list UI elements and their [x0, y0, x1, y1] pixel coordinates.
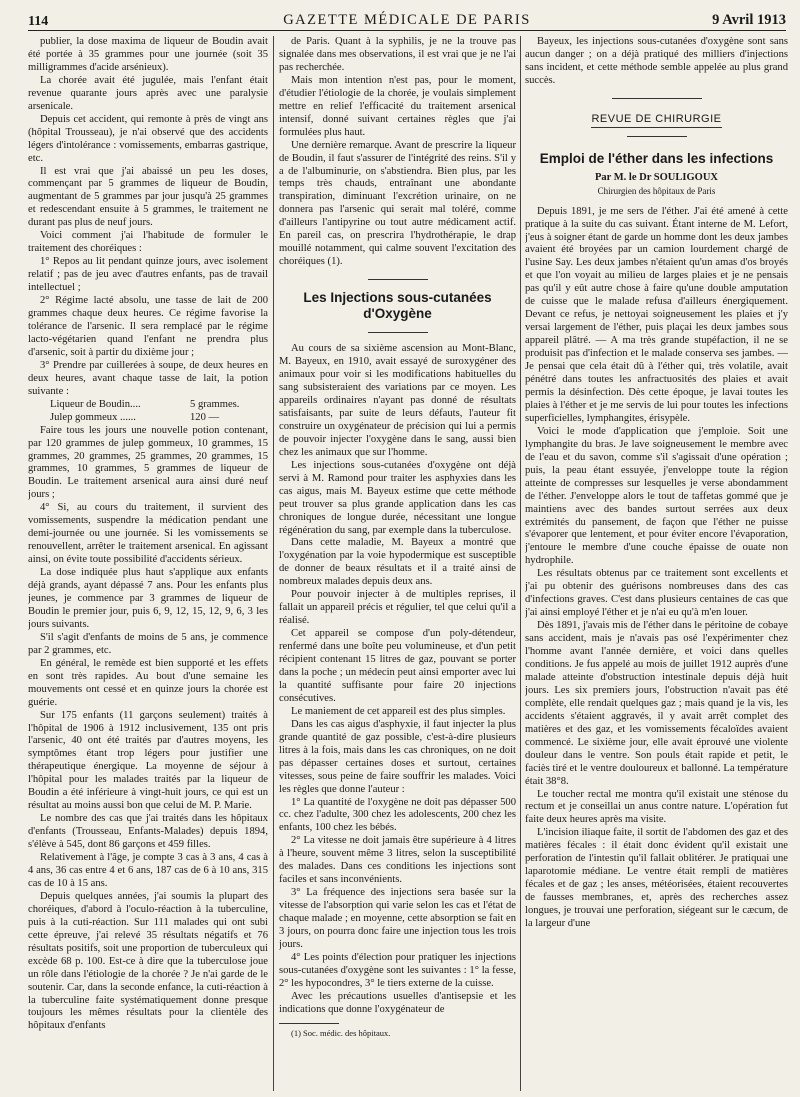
- paragraph: Le toucher rectal me montra qu'il existait une sténose du rectum et je conseillai un anus contre nature. L'opération fut faite deux heures après ma visite.: [525, 788, 788, 826]
- paragraph: Depuis quelques années, j'ai soumis la plupart des choréiques, d'abord à l'oculo-réaction à la tuberculine, puis à la cuti-réaction. Sur 111 malades qui ont subi cette épreuve, j'ai relevé 35 résultats négatifs et 76 résultats positifs, soit une proportion de tuberculeux qui excède 68 p. 100. Est-ce à dire que la tuberculose joue un rôle dans l'étiologie de la chorée ? Je n'ai garde de le soutenir. Car, dans la seconde enfance, la cuti-réaction à la tuberculine faite systématiquement donne presque toujours les mêmes résultats pour la clientèle des hôpitaux d'enfants: [28, 890, 268, 1032]
- issue-date: 9 Avril 1913: [712, 12, 786, 28]
- paragraph: Dans cette maladie, M. Bayeux a montré que l'oxygénation par la voie hypodermique est susceptible de donner de beaux résultats et il a traité ainsi de nombreux malades depuis deux ans.: [279, 537, 516, 588]
- paragraph: 4° Si, au cours du traitement, il survient des vomissements, suspendre la médication pendant une demi-journée ou une journée. Si les vomissements se renouvellent, arrêter le traitement arsenical. En agissant ainsi, on évite toute possibilité d'accidents sérieux.: [28, 502, 268, 566]
- column-2: [279, 36, 516, 1091]
- paragraph: Le maniement de cet appareil est des plus simples.: [291, 705, 506, 717]
- paragraph: Avec les précautions usuelles d'antisepsie et les indications que donne l'oxygénateur de: [279, 990, 516, 1015]
- section-title: REVUE DE CHIRURGIE: [591, 113, 721, 128]
- chorea-article-continuation: [28, 36, 268, 399]
- chorea-article-results: [28, 425, 268, 1034]
- paragraph: S'il s'agit d'enfants de moins de 5 ans, je commence par 2 grammes, etc.: [28, 631, 268, 656]
- article-separator: [368, 279, 428, 280]
- column-divider: [273, 36, 274, 1091]
- paragraph: Mais mon intention n'est pas, pour le moment, d'étudier l'étiologie de la chorée, je voulais simplement mettre en relief l'efficacité du traitement arsenical intensif, donné suivant certaines règles que j'ai formulées plus haut.: [279, 74, 516, 138]
- paragraph: 3° Prendre par cuillerées à soupe, de deux heures en deux heures, avant chaque tasse de lait, la potion suivante :: [28, 359, 268, 397]
- paragraph: Sur 175 enfants (11 garçons seulement) traités à l'hôpital de 1906 à 1912 inclusivement, 135 ont pris l'arsenic, 40 ont été traités par d'autres moyens, les symptômes étant trop légers pour justifier une thérapeutique énergique. La moyenne de séjour à l'hôpital pour les malades traités par la liqueur de Boudin a été inférieure à vingt-huit jours, ce qui est un résultat au moins aussi bon que celui de M. P. Marie.: [28, 709, 268, 812]
- paragraph: Les injections sous-cutanées d'oxygène ont déjà servi à M. Ramond pour traiter les asphyxies dans les cas aigus, mais M. Bayeux estime que cette méthode peut trouver sa plus grande application dans les cas chroniques de longue durée, nécessitant une longue régénération du sang, par exemple dans la tuberculose.: [279, 459, 516, 536]
- paragraph: 1° La quantité de l'oxygène ne doit pas dépasser 500 cc. chez l'adulte, 300 chez les adolescents, 200 chez les enfants, 100 chez les bébés.: [279, 796, 516, 834]
- column-divider: [520, 36, 521, 1091]
- formula-ingredient: Julep gommeux ......: [50, 411, 136, 423]
- paragraph: Cet appareil se compose d'un poly-détendeur, renfermé dans une boîte peu volumineuse, et d'un petit récipient contenant 15 litres de gaz, pouvant se porter dans la poche ; un médecin peut ainsi emporter avec lui la quantité suffisante pour faire 20 injections consécutives.: [279, 628, 516, 704]
- paragraph: Au cours de sa sixième ascension au Mont-Blanc, M. Bayeux, en 1910, avait essayé de suroxygéner des animaux pour voir si les modifications habituelles du sang subsisteraient des variations par ce moyen. Les appareils ordinaires n'ayant pas donné de résultats satisfaisants, par suite de leurs défauts, l'auteur fit construire un oxygénateur de précision qui lui a permis de pouvoir injecter l'oxygène dans le sang, aussi bien chez les animaux que sur l'homme.: [279, 343, 516, 458]
- paragraph: de Paris. Quant à la syphilis, je ne la trouve pas signalée dans mes observations, il est vrai que je ne l'ai pas recherchée.: [279, 36, 516, 73]
- paragraph: Les résultats obtenus par ce traitement sont excellents et j'ai pu obtenir des guérisons nombreuses dans des cas d'infections graves. C'est dans plusieurs centaines de cas que j'ai ainsi employé l'éther et je n'ai eu qu'à m'en louer.: [525, 568, 788, 619]
- article-separator: [612, 98, 702, 99]
- title-separator: [368, 332, 428, 333]
- oxygen-article-body: [279, 343, 516, 1017]
- paragraph: Pour pouvoir injecter à de multiples reprises, il fallait un appareil précis et régulier, tel que celui qu'il a réalisé.: [279, 589, 516, 627]
- paragraph: Dans les cas aigus d'asphyxie, il faut injecter la plus grande quantité de gaz possible, c'est-à-dire plusieurs litres à la fois, mais dans les cas chroniques, on ne doit pas dépasser certaines doses et surtout, certaines vitesses, sous peine de faire souffrir les malades. Voici les règles que donne l'auteur :: [279, 718, 516, 795]
- chorea-article-end: [279, 36, 516, 269]
- paragraph: En général, le remède est bien supporté et les effets en sont très rapides. Au bout d'une semaine les mouvements ont cessé et en quinze jours la chorée est guérie.: [28, 657, 268, 708]
- paragraph: Voici comment j'ai l'habitude de formuler le traitement des choréiques :: [28, 230, 268, 255]
- paragraph: L'incision iliaque faite, il sortit de l'abdomen des gaz et des matières fécales : il était donc évident qu'il existait une perforation de l'intestin qu'il fallait oblitérer. Je pratiquai une laparotomie médiane. Le ventre était rempli de matières fécales et de gaz ; les anses, météorisées, étaient recouvertes de fausses membranes, et, après des recherches assez longues, je trouvai une perforation, siégeant sur le cæcum, de la largeur d'une: [525, 827, 788, 930]
- page-header: [28, 6, 786, 31]
- oxygen-article-end: [525, 36, 788, 88]
- author-line: Par M. le Dr SOULIGOUX: [595, 171, 718, 183]
- footnote: (1) Soc. médic. des hôpitaux.: [291, 1027, 391, 1038]
- formula-line: [28, 399, 268, 412]
- paragraph: Depuis cet accident, qui remonte à près de vingt ans (hôpital Trousseau), je n'ai observé que des accidents légers d'intolérance : vomissements, embarras gastrique, etc.: [28, 113, 268, 164]
- formula-ingredient: Liqueur de Boudin....: [50, 398, 141, 410]
- paragraph: 3° La fréquence des injections sera basée sur la vitesse de l'absorption qui varie selon les cas et l'état de chaque malade ; en moyenne, cette absorption se fait en 3 jours, on pourra donc faire une injection tous les trois jours.: [279, 887, 516, 950]
- formula-amount: 5 grammes.: [190, 398, 240, 410]
- paragraph: 2° La vitesse ne doit jamais être supérieure à 4 litres à l'heure, souvent même 3 litres, selon la susceptibilité des malades. Dans ces conditions les injections sont faciles et sans inconvénients.: [279, 835, 516, 886]
- paragraph: 1° Repos au lit pendant quinze jours, avec isolement relatif ; pas de jeu avec d'autres enfants, pas de travail intellectuel ;: [28, 256, 268, 294]
- paragraph: La chorée avait été jugulée, mais l'enfant était revenue quarante jours après avec une paralysie arsenicale.: [28, 74, 268, 112]
- journal-title: GAZETTE MÉDICALE DE PARIS: [283, 12, 531, 28]
- footnote-separator: [279, 1023, 339, 1024]
- paragraph: Dès 1891, j'avais mis de l'éther dans le péritoine de cobaye sans accident, mais je n'avais pas osé l'expérimenter chez l'homme avant l'année dernière, et voici dans quelles conditions. Je fus appelé au mois de juillet 1912 auprès d'une malade atteinte d'obstruction intestinale depuis déjà huit jours. Les six premiers jours, l'obstruction n'avait pas été complète, elle rendait quelques gaz ; mais quand je la vis, les accidents s'étaient aggravés, il y avait arrêt complet des matières et des gaz, et les vomissements fécaloïdes avaient commencé. Le sixième jour, elle avait éprouvé une violente douleur dans le ventre. Son pouls était rapide et petit, le faciès tiré et le ventre douloureux et ballonné. La température était 38°8.: [525, 620, 788, 787]
- paragraph: 4° Les points d'élection pour pratiquer les injections sous-cutanées d'oxygène sont les suivantes : 1° la fesse, 2° les hypocondres, 3° le tiers externe de la cuisse.: [279, 951, 516, 989]
- potion-formula: [28, 399, 268, 425]
- section-heading: [525, 113, 788, 126]
- formula-line: [28, 412, 268, 425]
- column-3: [525, 36, 788, 1091]
- section-separator: [627, 136, 687, 137]
- formula-amount: 120 —: [190, 411, 220, 423]
- oxygen-article-title: Les Injections sous-cutanées d'Oxygène: [303, 290, 492, 322]
- paragraph: 2° Régime lacté absolu, une tasse de lait de 200 grammes chaque deux heures. Ce régime favorise la tolérance de l'arsenic. Il sera remplacé par le régime lacto-végétarien quand l'enfant ne prendra plus d'arsenic, soit à partir du dixième jour ;: [28, 295, 268, 358]
- paragraph: publier, la dose maxima de liqueur de Boudin avait été portée à 35 grammes pour une journée (soit 35 milligrammes d'acide arsénieux).: [28, 36, 268, 73]
- paragraph: Une dernière remarque. Avant de prescrire la liqueur de Boudin, il faut s'assurer de l'intégrité des reins. S'il y a de l'albuminurie, on s'abstiendra. Bien plus, par les temps très chauds, entraînant une abondante transpiration, diminuant l'excrétion urinaire, on ne donnera pas l'arsenic qui serait mal toléré, comme d'ailleurs l'antipyrine ou tout autre médicament actif. En pareil cas, on prescrira l'hydrothérapie, le drap mouillé notamment, qui calme souvent l'excitation des choréiques (1).: [279, 139, 516, 268]
- ether-article-title: Emploi de l'éther dans les infections: [539, 150, 774, 166]
- page-number: 114: [28, 14, 49, 29]
- ether-article-body: [525, 206, 788, 931]
- paragraph: La dose indiquée plus haut s'applique aux enfants déjà grands, ayant dépassé 7 ans. Pour les enfants plus jeunes, je commence par 3 grammes de liqueur de Boudin le premier jour, puis 6, 9, 12, 15, 12, 9, 6, 3 les jours suivants.: [28, 567, 268, 630]
- paragraph: Faire tous les jours une nouvelle potion contenant, par 120 grammes de julep gommeux, 10 grammes, 15 grammes, 20 grammes, 25 grammes, 20 grammes, 15 grammes, 10 grammes, 5 grammes de liqueur de Boudin. Le traitement arsenical aura ainsi duré neuf jours ;: [28, 424, 268, 501]
- paragraph: Relativement à l'âge, je compte 3 cas à 3 ans, 4 cas à 4 ans, 36 cas entre 4 et 6 ans, 187 cas de 6 à 10 ans, 315 cas de 10 à 15 ans.: [28, 852, 268, 889]
- column-1: [28, 36, 268, 1091]
- paragraph: Il est vrai que j'ai abaissé un peu les doses, commençant par 5 grammes de liqueur de Boudin, augmentant de 5 grammes par jour jusqu'à 25 grammes et redescendant ensuite à 5 grammes, le traitement ne durant pas plus de neuf jours.: [28, 165, 268, 229]
- paragraph: Depuis 1891, je me sers de l'éther. J'ai été amené à cette pratique à la suite du cas suivant. Étant interne de M. Lefort, j'eus à soigner étant de garde un homme dont les deux jambes avaient été broyées par un camion lourdement chargé de l'usine Say. Les deux jambes n'étaient qu'un amas d'os broyés et que l'on voyait au milieu de larges plaies et je ne pensais pas qu'il y eût autre chose à faire qu'une double amputation de cuisse que le malade refusa d'ailleurs énergiquement. Devant ce refus, je nettoyai soigneusement les plaies et j'y versai largement de l'éther, puis plaçai les deux jambes sous appareil plâtré. — A ma très grande stupéfaction, il ne se produisit pas d'infection et le malade conserva ses jambes. — Je pensai que cela était dû à l'éther qui, très volatile, avait pénétré dans toutes les anfractuosités des plaies et avait permis la désinfection. Dès cette époque, je lavai toutes les plaies à l'éther et je me servis de lui pour toutes les infections superficielles, lymphangites, érisypèle.: [525, 205, 788, 424]
- paragraph: Le nombre des cas que j'ai traités dans les hôpitaux d'enfants (Trousseau, Enfants-Malades) depuis 1894, s'élève à 545, dont 86 garçons et 459 filles.: [28, 813, 268, 851]
- paragraph: Bayeux, les injections sous-cutanées d'oxygène sont sans aucun danger ; on a déjà pratiqué des milliers d'injections sans incident, et cette méthode semble appelée au plus grand succès.: [525, 36, 788, 86]
- paragraph: Voici le mode d'application que j'emploie. Soit une lymphangite du bras. Je lave soigneusement le membre avec de l'eau et du savon, comme s'il s'agissait d'une opération ; puis, la peau étant essuyée, j'enveloppe toute la région atteinte de compresses sur lesquelles je verse abondamment de l'éther. J'enveloppe alors le tout de taffetas gommé que je maintiens avec des bandes surtout serrées aux deux extrémités du pansement, de façon que l'éther ne puisse s'évaporer que lentement, et pour éviter encore l'évaporation, j'entoure le membre d'une couche épaisse de ouate non hydrophile.: [525, 425, 788, 567]
- author-affiliation: Chirurgien des hôpitaux de Paris: [597, 185, 716, 196]
